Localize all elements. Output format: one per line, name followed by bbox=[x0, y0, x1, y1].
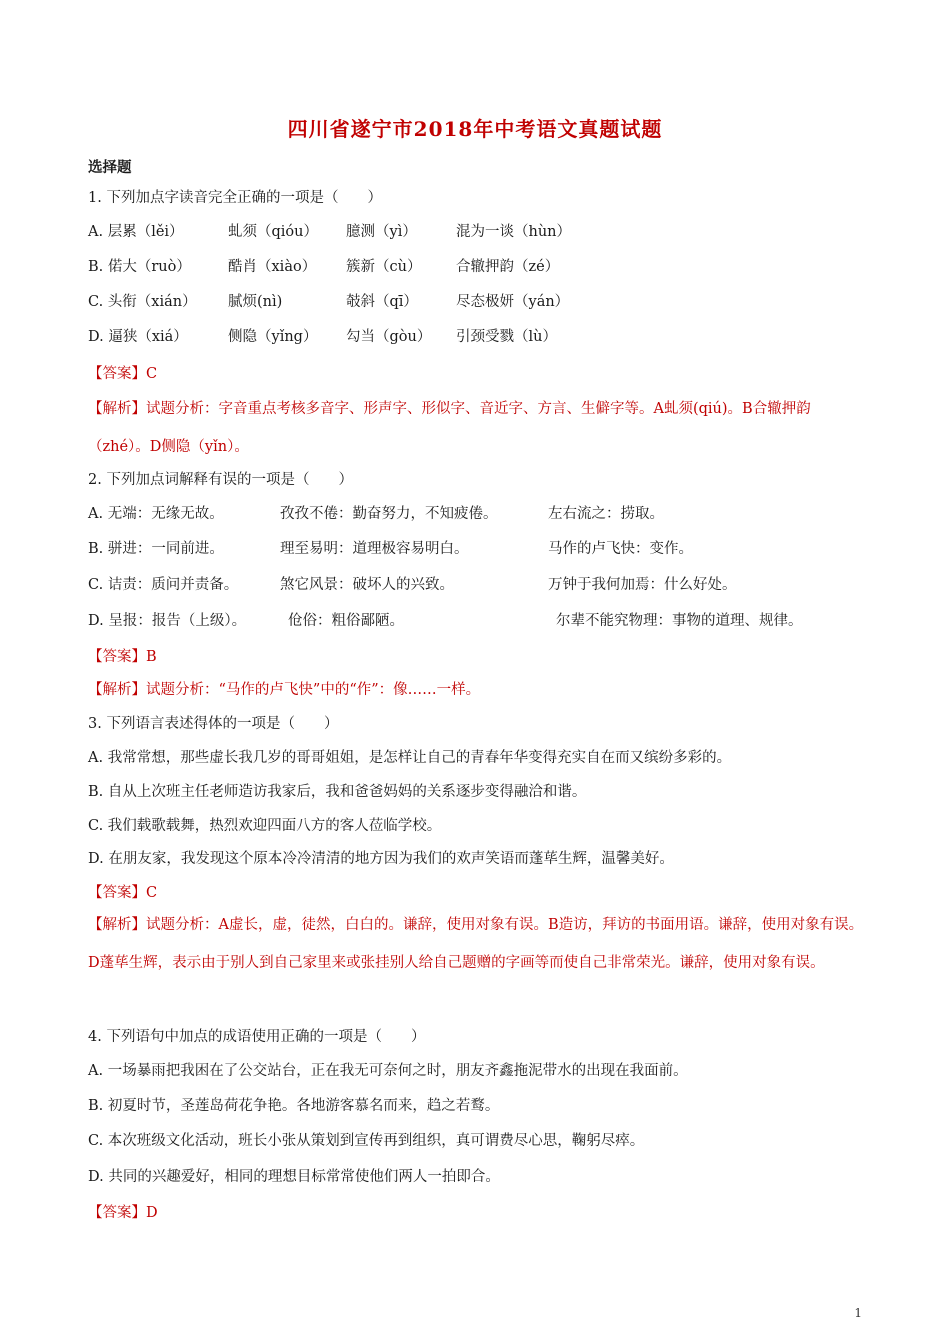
option-cell: 臆测（yì） bbox=[346, 224, 417, 240]
question-1-stem: 1. 下列加点字读音完全正确的一项是（ ） bbox=[88, 190, 382, 206]
option-cell: 引颈受戮（lù） bbox=[456, 329, 557, 345]
question-1-analysis-cont: （zhé）。D侧隐（yǐn）。 bbox=[88, 439, 249, 455]
question-4-option-c: C. 本次班级文化活动，班长小张从策划到宣传再到组织，真可谓费尽心思，鞠躬尽瘁。 bbox=[88, 1133, 645, 1149]
option-cell: 腻烦(nì) bbox=[228, 294, 283, 310]
question-4-option-d: D. 共同的兴趣爱好，相同的理想目标常常使他们两人一拍即合。 bbox=[88, 1169, 500, 1185]
question-1-option-a bbox=[88, 222, 868, 242]
question-3-option-d: D. 在朋友家，我发现这个原本冷冷清清的地方因为我们的欢声笑语而蓬荜生辉，温馨美好。 bbox=[88, 851, 674, 867]
option-cell: 混为一谈（hùn） bbox=[456, 224, 572, 240]
section-heading: 选择题 bbox=[88, 159, 132, 176]
option-cell: 攲斜（qī） bbox=[346, 294, 418, 310]
question-4-option-a: A. 一场暴雨把我困在了公交站台，正在我无可奈何之时，朋友齐鑫拖泥带水的出现在我面前。 bbox=[88, 1063, 688, 1079]
page-number: 1 bbox=[854, 1306, 862, 1320]
question-2-option-d bbox=[88, 611, 868, 631]
question-4-answer: 【答案】D bbox=[88, 1205, 158, 1221]
option-cell: 孜孜不倦：勤奋努力，不知疲倦。 bbox=[280, 506, 498, 522]
question-3-analysis: 【解析】试题分析：A虚长，虚，徒然，白白的。谦辞，使用对象有误。B造访，拜访的书面用语。谦辞，使用对象有误。D蓬荜生辉，表示由于别人到自己家里来或张挂别人给自己题赠的字画等而使自己非常荣光。谦辞，使用对象有误。 bbox=[88, 917, 864, 971]
option-cell: 尔辈不能究物理：事物的道理、规律。 bbox=[556, 613, 803, 629]
option-cell: C. 头衔（xián） bbox=[88, 294, 197, 310]
option-cell: 万钟于我何加焉：什么好处。 bbox=[548, 577, 737, 593]
page-title: 四川省遂宁市2018年中考语文真题试题 bbox=[287, 117, 663, 141]
question-3-option-a: A. 我常常想，那些虚长我几岁的哥哥姐姐，是怎样让自己的青春年华变得充实自在而又缤纷多彩的。 bbox=[88, 750, 732, 766]
question-4-stem: 4. 下列语句中加点的成语使用正确的一项是（ ） bbox=[88, 1029, 426, 1045]
option-cell: 理至易明：道理极容易明白。 bbox=[280, 541, 469, 557]
option-cell: A. 无端：无缘无故。 bbox=[88, 506, 224, 522]
option-cell: 簇新（cù） bbox=[346, 259, 422, 275]
option-cell: 伧俗：粗俗鄙陋。 bbox=[288, 613, 404, 629]
question-3-answer: 【答案】C bbox=[88, 885, 158, 901]
question-2-option-a bbox=[88, 504, 868, 524]
option-cell: 煞它风景：破坏人的兴致。 bbox=[280, 577, 454, 593]
option-cell: 侧隐（yǐng） bbox=[228, 329, 318, 345]
option-cell: 左右流之：捞取。 bbox=[548, 506, 664, 522]
option-cell: D. 逼狭（xiá） bbox=[88, 329, 188, 345]
question-2-stem: 2. 下列加点词解释有误的一项是（ ） bbox=[88, 472, 353, 488]
question-2-analysis: 【解析】试题分析：“马作的卢飞快”中的“作”：像……一样。 bbox=[88, 682, 481, 698]
question-2-option-c bbox=[88, 575, 868, 595]
question-2-option-b bbox=[88, 539, 868, 559]
question-3-option-c: C. 我们载歌载舞，热烈欢迎四面八方的客人莅临学校。 bbox=[88, 818, 442, 834]
option-cell: B. 偌大（ruò） bbox=[88, 259, 191, 275]
option-cell: 尽态极妍（yán） bbox=[456, 294, 570, 310]
option-cell: 虬须（qióu） bbox=[228, 224, 318, 240]
question-4-option-b: B. 初夏时节，圣莲岛荷花争艳。各地游客慕名而来，趋之若鹜。 bbox=[88, 1098, 500, 1114]
question-1-analysis: 【解析】试题分析：字音重点考核多音字、形声字、形似字、音近字、方言、生僻字等。A虬须(qiú)。B合辙押韵 bbox=[88, 401, 811, 417]
option-cell: 勾当（gòu） bbox=[346, 329, 432, 345]
option-cell: 马作的卢飞快：变作。 bbox=[548, 541, 693, 557]
question-3-stem: 3. 下列语言表述得体的一项是（ ） bbox=[88, 716, 339, 732]
option-cell: 合辙押韵（zé） bbox=[456, 259, 560, 275]
question-3-option-b: B. 自从上次班主任老师造访我家后，我和爸爸妈妈的关系逐步变得融洽和谐。 bbox=[88, 784, 587, 800]
question-1-option-c bbox=[88, 292, 868, 312]
question-1-option-b bbox=[88, 257, 868, 277]
question-2-answer: 【答案】B bbox=[88, 649, 157, 665]
option-cell: C. 诘责：质问并责备。 bbox=[88, 577, 239, 593]
option-cell: A. 层累（lěi） bbox=[88, 224, 184, 240]
option-cell: 酷肖（xiào） bbox=[228, 259, 317, 275]
question-1-option-d bbox=[88, 327, 868, 347]
option-cell: B. 骈进：一同前进。 bbox=[88, 541, 224, 557]
question-1-answer: 【答案】C bbox=[88, 366, 158, 382]
option-cell: D. 呈报：报告（上级）。 bbox=[88, 613, 247, 629]
